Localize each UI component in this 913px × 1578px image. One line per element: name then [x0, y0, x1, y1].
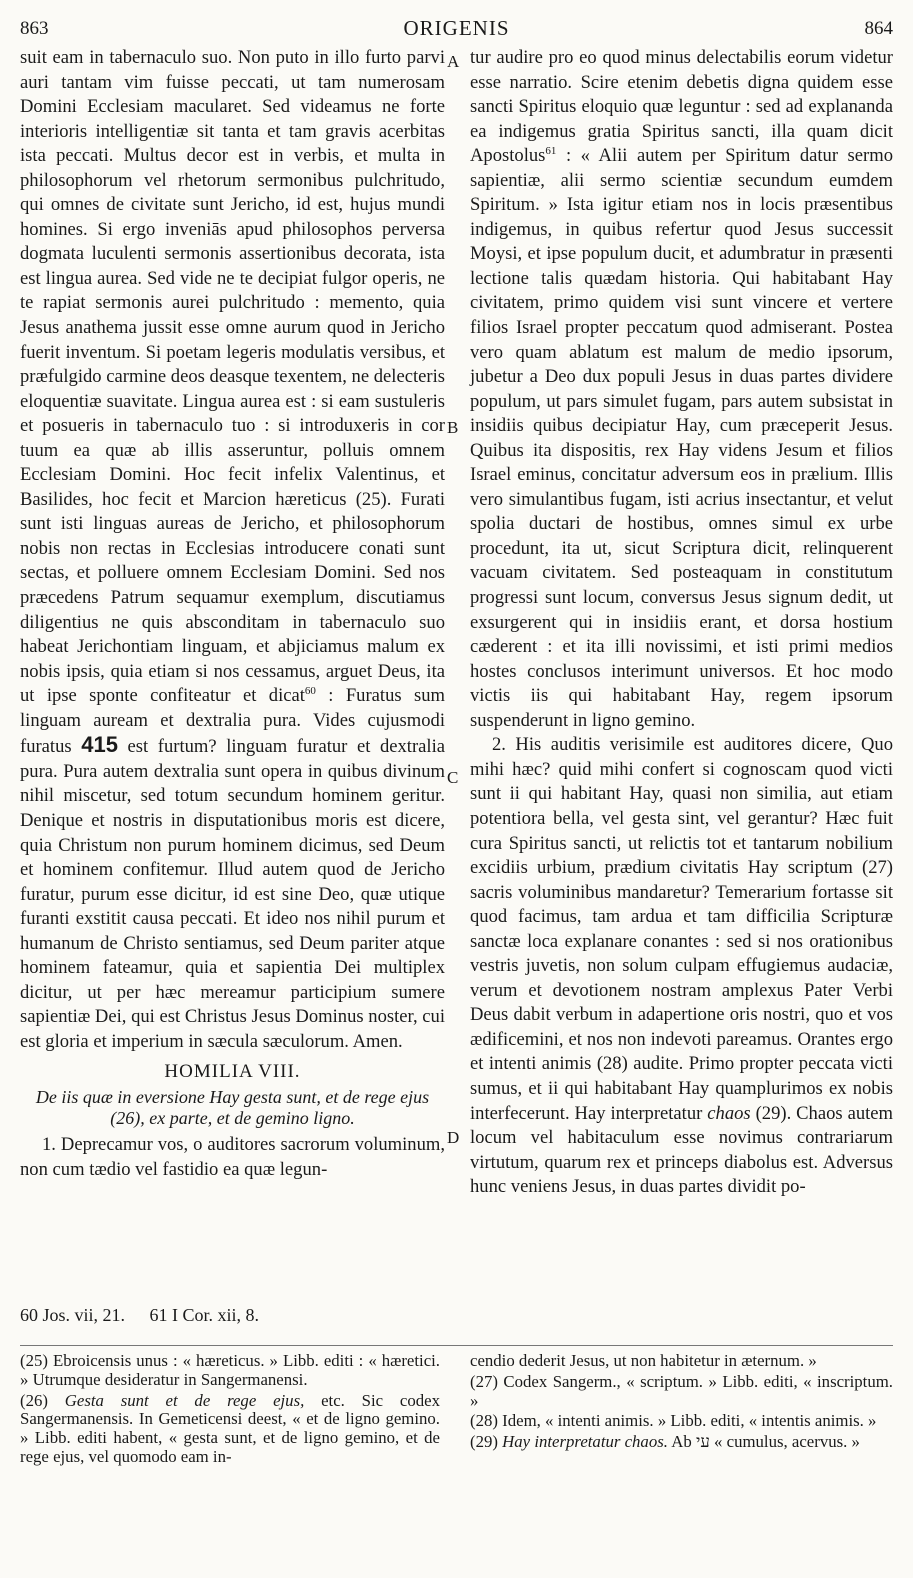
margin-letter-d: D	[447, 1128, 460, 1147]
note-italic: Gesta sunt et de rege ejus,	[64, 1390, 305, 1410]
scripture-ref: 61 I Cor. xii, 8.	[149, 1305, 260, 1325]
note-text: etc. Sic codex Sangermanensis. In Gemeticensi deest, « et de ligno gemino. » Libb. editi habent, « gesta sunt, et de ligno gemino, et de rege ejus, vel quomodo eam in-	[20, 1390, 440, 1466]
paragraph	[470, 46, 893, 733]
italic-word: chaos	[707, 1102, 751, 1124]
right-column	[470, 46, 893, 1200]
homily-subtitle: De iis quæ in eversione Hay gesta sunt, et de rege ejus (26), ex parte, et de gemino ligno.	[35, 1086, 430, 1128]
divider	[20, 1345, 893, 1346]
margin-letter-a: A	[447, 52, 460, 71]
scripture-references	[20, 1305, 279, 1326]
note	[20, 1392, 440, 1467]
text-run: : « Alii autem per Spiritum datur sermo sapientiæ, alii sermo scientiæ secundum eumdem Spiritum. » Ista igitur etiam nos in locis præsentibus indigemus, in quibus refertur quod Jesus successit Moysi, et ipse populum ducit, et adumbratur in præsenti lectione talis quædam historia. Qui habitabant Hay civitatem, primo quidem visi sunt vincere et vertere filios Israel propter peccatum quod admiserant. Postea vero quam ablatum est malum de medio ipsorum, jubetur a Deo dux populi Jesus in duas partes dividere populum, ut pars simulet fugam, pars autem subsistat in insidiis quibus decipiatur Hay, cum præceperit Jesus. Quibus ita dispositis, rex Hay videns Jesum et filios Israel eminus, concitatur adversum eos in prælium. Illis vero simulantibus fugam, isti acrius insectantur, et velut spolia ductari de hostibus, omnes simul ex urbe procedunt, ita ut, sicut Scriptura dicit, relinquerent vacuam civitatem. Sed posteaquam in constitutum progressi sunt locum, conversus Jesus signum dedit, ut exsurgerent qui in insidiis erant, et dorsa hostium cæderent : et ita illi novissimi, et isti primi medios hostes conclusos interimunt universos. Et hoc modo victis iis qui habitabant Hay, regem ipsorum suspenderunt in ligno gemino.	[470, 145, 893, 731]
margin-letter-c: C	[447, 768, 459, 787]
footnote-marker: 60	[304, 685, 316, 698]
running-title: ORIGENIS	[403, 16, 510, 40]
editorial-notes-right	[470, 1352, 893, 1454]
reference-number: 415	[81, 732, 118, 758]
text-run: : Furatus sum linguam auream et dextralia pura. Vides cujusmodi furatus	[20, 685, 445, 758]
text-run: 2. His auditis verisimile est auditores dicere, Quo mihi hæc? quid mihi confert si cognoscam quod victi sunt ii qui habitant Hay, quasi non similia, aut etiam potentiora bella, vel gesta sint, vel gerantur? Hæc fuit cura Spiritus sancti, ut relictis tot et tantarum nobilium excidiis urbium, prædium civitatis Hay scriptum (27) sacris voluminibus mandaretur? Temerarium fortasse sit quod facimus, tam ardua et tam difficilia Scripturæ sanctæ loca explanare conantes : sed si nos orationibus vestris juvetis, non solum culpam effugiemus audaciæ, verum et devotionem nostram amplexus Pater Verbi Deus dabit verbum in adapertione oris nostri, quo et vos ædificemini, et nos non indevoti pareamus. Orantes ergo et intenti animis (28) audite. Primo propter peccata victi sumus, et ii qui habitabant Hay quamplurimos ex nobis interfecerunt. Hay interpretatur	[470, 734, 893, 1124]
scripture-ref: 60 Jos. vii, 21.	[20, 1305, 126, 1325]
paragraph	[20, 46, 445, 1054]
text-run: tur audire pro eo quod minus delectabilis eorum videtur esse narratio. Scire etenim debetis digna quidem esse sancti Spiritus eloquio quæ leguntur : sed ad explananda ea indigemus gratia Spiritus sancti, illa quam dicit Apostolus	[470, 47, 893, 167]
page-number-right: 864	[864, 18, 893, 39]
page-header	[0, 12, 913, 42]
note: (28) Idem, « intenti animis. » Libb. editi, « intentis animis. »	[470, 1411, 877, 1431]
note	[470, 1433, 893, 1452]
text-run: suit eam in tabernaculo suo. Non puto in illo furto parvi auri tantam vim fuisse peccati, ut tam numerosam Domini Ecclesiam macularet. Sed videamus ne forte interioris intelligentiæ sit tanta et tam gravis acerbitas ista peccati. Multus decor est in verbis, et multa in philosophorum vel rhetorum sermonibus pulchritudo, qui omnes de civitate sunt Jericho, id est, hujus mundi homines. Si ergo inveniās apud philosophos perversa dogmata luculenti sermonis assertionibus decorata, ista est lingua aurea. Sed vide ne te decipiat fulgor operis, ne te rapiat sermonis aurei pulchritudo : memento, quia Jesus anathema jussit esse omne aurum quod in Jericho fuerit inventum. Si poetam legeris modulatis versibus, et præfulgido carmine deos deasque texentem, ne delecteris eloquentiæ suavitate. Lingua aurea est : si eam sustuleris et posueris in tabernaculo tuo : si introduxeris in cor tuum ea quæ ab illis asseruntur, polluis omnem Ecclesiam Domini. Hoc fecit infelix Valentinus, et Basilides, hoc fecit et Marcion hæreticus (25). Furati sunt isti linguas aureas de Jericho, et philosophorum nobis non rectas in Ecclesias introducere conati sunt sectas, et polluere omnem Ecclesiam Domini. Sed nos præcedens Patrum sequamur exemplum, discutiamus diligentius ne quis absconditam in tabernaculo suo habeat Jerichontiam linguam, et abjiciamus malum ex nobis ipsis, quia etiam si nos cessamus, arguet Deus, ita ut ipse sponte confiteatur et dicat	[20, 47, 445, 707]
editorial-notes-left	[20, 1352, 440, 1469]
page-number-left: 863	[20, 18, 49, 39]
footnote-marker: 61	[545, 145, 557, 157]
note: cendio dederit Jesus, ut non habitetur in æternum. »	[470, 1351, 817, 1370]
paragraph	[470, 733, 893, 1199]
note-number: (29)	[470, 1432, 498, 1452]
note: (25) Ebroicensis unus : « hæreticus. » Libb. editi : « hæretici. » Utrumque desideratur in Sangermanensi.	[20, 1351, 440, 1389]
text-run: est furtum? linguam furatur et dextralia pura. Pura autem dextralia sunt opera in quibus divinum nihil miscetur, sed totum secundum hominem geritur. Denique et nostris in disputationibus moris est dicere, quia Christum non purum hominem dicimus, sed Deum et hominem confitemur. Illud autem quod de Jericho furatur, purum esse dicitur, id est sine Deo, quæ utique furanti exstitit causa peccati. Et ideo nos nihil purum et humanum de Christo sentiamus, sed Deum pariter atque hominem fateamur, quia et sapientia Dei multiplex dicitur, ut per hæc mereamur participium sumere sapientiæ Dei, qui est Christus Jesus Dominus noster, cui est gloria et imperium in sæcula sæculorum. Amen.	[20, 736, 445, 1052]
text-run: (29). Chaos autem locum vel habitaculum esse novimus contrariarum virtutum, quarum rex et princeps diabolus est. Adversus hunc veniens Jesus, in duas partes dividit po-	[470, 1102, 893, 1198]
note-italic: Hay interpretatur chaos.	[502, 1432, 668, 1452]
note-text: Ab עי « cumulus, acervus. »	[671, 1432, 860, 1452]
note-number: (26)	[20, 1390, 48, 1410]
left-column	[20, 46, 445, 1182]
note: (27) Codex Sangerm., « scriptum. » Libb. editi, « inscriptum. »	[470, 1371, 893, 1410]
margin-letter-b: B	[447, 418, 459, 437]
homily-title: HOMILIA VIII.	[164, 1061, 301, 1083]
paragraph: 1. Deprecamur vos, o auditores sacrorum voluminum, non cum tædio vel fastidio ea quæ legun-	[20, 1133, 445, 1180]
